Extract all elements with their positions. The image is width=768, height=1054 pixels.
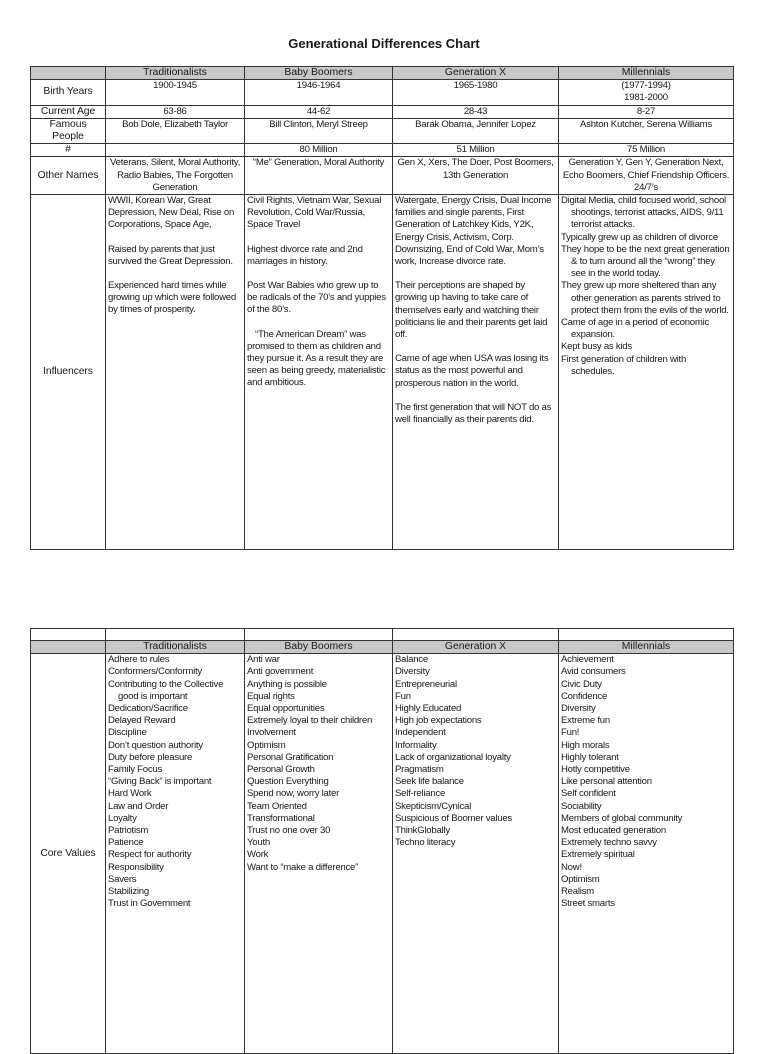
value-item: Savers [108,873,137,885]
value-item: Law and Order [108,800,169,812]
value-item: Youth [247,837,270,849]
value-item: Achievement [561,654,614,666]
value-item: Patriotism [108,825,149,837]
influencers-traditionalists [106,195,245,550]
value-item: Sociability [561,800,602,812]
paragraph: First generation of children with schedules. [561,353,687,377]
value-item: Seek life balance [395,776,464,788]
value-item: Optimism [561,873,600,885]
page-title: Generational Differences Chart [288,36,480,51]
value-item: “Giving Back” is important [108,776,212,788]
core-values-genx [393,654,559,1054]
cell: 1900-1945 [106,80,245,105]
paragraph: Post War Babies who grew up to be radicals of the 70’s and yuppies of the 80’s. [247,280,386,316]
cell: Barak Obama, Jennifer Lopez [393,118,559,143]
value-item: Hotly competitive [561,764,630,776]
paragraph: Kept busy as kids [561,341,632,353]
famous-people-row [31,118,734,143]
header-millennials: Millennials [559,67,734,80]
cell: 28-43 [393,105,559,118]
value-item: Patience [108,837,144,849]
value-item: Skepticism/Cynical [395,800,472,812]
paragraph: Watergate, Energy Crisis, Dual Income families and single parents, First Generation of Latchkey Kids, Y2K, Energy Crisis, Activism, Corp. Downsizing, End of Cold War, Mom’s work, Increase divorce rate. [395,195,552,268]
value-item: Now! [561,861,582,873]
paragraph: They hope to be the next great generation & to turn around all the “wrong” they see in the world today. [561,243,730,280]
core-values-boomers [245,654,393,1054]
paragraph: Came of age in a period of economic expansion. [561,317,710,341]
row-label: Birth Years [31,80,106,105]
influencers-row [31,195,734,550]
value-item: Discipline [108,727,147,739]
cell: 44-62 [245,105,393,118]
value-item: Hard Work [108,788,152,800]
value-item: Highly tolerant [561,751,619,763]
value-item: Don’t question authority [108,739,203,751]
blank-row [31,629,734,641]
value-item: Street smarts [561,898,615,910]
value-item: Personal Growth [247,764,315,776]
value-item: Spend now, worry later [247,788,340,800]
value-item: Adhere to rules [108,654,170,666]
header-row [31,67,734,80]
value-item: Diversity [395,666,430,678]
value-item: Self-reliance [395,788,446,800]
core-values-row [31,654,734,1054]
cell: 1946-1964 [245,80,393,105]
paragraph: They grew up more sheltered than any other generation as parents strived to protect them from the evils of the world. [561,280,729,316]
value-item: Anti government [247,666,314,678]
header-blank [31,67,106,80]
value-item: Loyalty [108,812,137,824]
value-item: Optimism [247,739,286,751]
value-item: Avid consumers [561,666,626,678]
value-item: Trust no one over 30 [247,825,331,837]
cell: Generation Y, Gen Y, Generation Next, Echo Boomers, Chief Friendship Officers. 24/7’s [559,157,734,195]
paragraph: “The American Dream” was promised to them as children and they pursue it. As a result they are seen as being greedy, materialistic and ambitious. [247,328,386,389]
cell [106,144,245,157]
value-item: Self confident [561,788,616,800]
value-item: Entrepreneurial [395,678,457,690]
paragraph: Their perceptions are shaped by growing up having to take care of themselves early and watching their politicians lie and their parents get laid off. [395,280,548,341]
paragraph: Civil Rights, Vietnam War, Sexual Revolution, Cold War/Russia, Space Travel [247,195,382,231]
value-item: Transformational [247,812,315,824]
paragraph: Came of age when USA was losing its status as the most powerful and prosperous nation in the world. [395,353,549,389]
value-item: Stabilizing [108,886,149,898]
core-values-millennials [559,654,734,1054]
value-item: Civic Duty [561,678,602,690]
value-item: Extremely spiritual [561,849,635,861]
paragraph: Highest divorce rate and 2nd marriages in history. [247,243,363,267]
cell: 8-27 [559,105,734,118]
value-item: Independent [395,727,446,739]
cell: 63-86 [106,105,245,118]
row-label: Famous People [31,118,106,143]
cell: Gen X, Xers, The Doer, Post Boomers, 13th Generation [393,157,559,195]
count-row [31,144,734,157]
value-item: Fun [395,690,411,702]
cell-line: (1977-1994) [621,80,671,92]
value-item: Techno literacy [395,837,456,849]
cell: 75 Million [559,144,734,157]
row-label: # [31,144,106,157]
value-item: Members of global community [561,812,683,824]
current-age-row [31,105,734,118]
header-generation-x: Generation X [393,67,559,80]
header-generation-x: Generation X [393,641,559,654]
value-item: Question Everything [247,776,329,788]
paragraph: Raised by parents that just survived the Great Depression. [108,243,233,267]
cell-line: 1981-2000 [624,92,668,104]
value-item: Responsibility [108,861,164,873]
paragraph: The first generation that will NOT do as well financially as their parents did. [395,401,552,426]
header-traditionalists: Traditionalists [106,641,245,654]
value-item: Trust in Government [108,898,191,910]
header-row [31,641,734,654]
cell: Veterans, Silent, Moral Authority, Radio Babies, The Forgotten Generation [106,157,245,195]
value-item: Dedication/Sacrifice [108,703,188,715]
influencers-genx [393,195,559,550]
value-item: High morals [561,739,610,751]
cell: Ashton Kutcher, Serena Williams [559,118,734,143]
value-item: Respect for authority [108,849,192,861]
value-item: Work [247,849,269,861]
value-item: Balance [395,654,428,666]
value-item: Informality [395,739,437,751]
influencers-boomers [245,195,393,550]
value-item: Equal rights [247,690,295,702]
cell: 80 Million [245,144,393,157]
paragraph: Experienced hard times while growing up which were followed by times of prosperity. [108,280,236,316]
paragraph: Digital Media, child focused world, school shootings, terrorist attacks, AIDS, 9/11 terrorist attacks. [561,195,726,231]
value-item: Diversity [561,703,596,715]
value-item: High job expectations [395,715,482,727]
cell: 51 Million [393,144,559,157]
row-label: Current Age [31,105,106,118]
value-item: Anti war [247,654,280,666]
header-millennials: Millennials [559,641,734,654]
value-item: Fun! [561,727,580,739]
value-item: Anything is possible [247,678,327,690]
cell: “Me” Generation, Moral Authority [245,157,393,195]
cell: Bob Dole, Elizabeth Taylor [106,118,245,143]
value-item: Extremely loyal to their children [247,715,373,727]
value-item: Extremely techno savvy [561,837,657,849]
core-values-table [30,628,734,1054]
value-item: Conformers/Conformity [108,666,202,678]
value-item: Like personal attention [561,776,652,788]
generations-table [30,66,734,550]
header-baby-boomers: Baby Boomers [245,641,393,654]
core-values-traditionalists [106,654,245,1054]
value-item: Suspicious of Boomer values [395,812,512,824]
value-item: Highly Educated [395,703,462,715]
header-traditionalists: Traditionalists [106,67,245,80]
cell [559,80,734,105]
influencers-millennials [559,195,734,550]
header-blank [31,641,106,654]
value-item: Involvement [247,727,296,739]
value-item: Confidence [561,690,608,702]
value-item: Team Oriented [247,800,307,812]
value-item: Duty before pleasure [108,751,193,763]
other-names-row [31,157,734,195]
value-item: Contributing to the Collective good is important [108,678,224,702]
value-item: ThinkGlobally [395,825,450,837]
value-item: Lack of organizational loyalty [395,751,511,763]
cell: 1965-1980 [393,80,559,105]
value-item: Realism [561,886,594,898]
value-item: Equal opportunities [247,703,325,715]
value-item: Delayed Reward [108,715,176,727]
row-label: Core Values [31,654,106,1054]
value-item: Pragmatism [395,764,444,776]
cell: Bill Clinton, Meryl Streep [245,118,393,143]
row-label: Influencers [31,195,106,550]
value-item: Want to “make a difference” [247,861,359,873]
value-item: Personal Gratification [247,751,334,763]
header-baby-boomers: Baby Boomers [245,67,393,80]
value-item: Extreme fun [561,715,610,727]
value-item: Most educated generation [561,825,666,837]
value-item: Family Focus [108,764,163,776]
row-label: Other Names [31,157,106,195]
birth-years-row [31,80,734,105]
paragraph: Typically grew up as children of divorce [561,231,718,243]
paragraph: WWII, Korean War, Great Depression, New Deal, Rise on Corporations, Space Age, [108,195,235,231]
